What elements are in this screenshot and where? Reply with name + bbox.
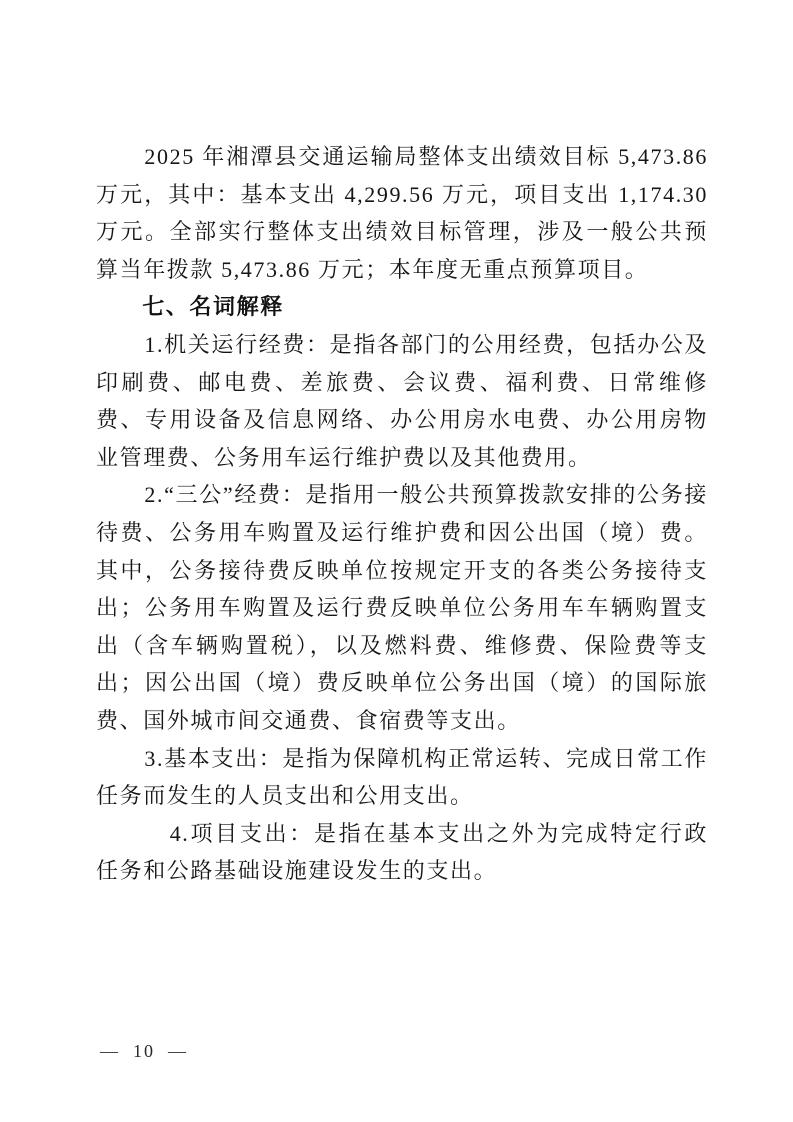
- paragraph-overall-performance-target: 2025 年湘潭县交通运输局整体支出绩效目标 5,473.86 万元，其中：基本支出 4,299.56 万元，项目支出 1,174.30 万元。全部实行整体支出绩效目标管理，涉及一般公共预算当年拨款 5,473.86 万元；本年度无重点预算项目。: [96, 144, 708, 282]
- section-heading-glossary: 七、名词解释: [142, 294, 284, 320]
- page-number: — 10 —: [100, 1041, 188, 1061]
- paragraph-project-expenditure: 4.项目支出：是指在基本支出之外为完成特定行政任务和公路基础设施建设发生的支出。: [96, 820, 708, 884]
- paragraph-three-public-funds: 2.“三公”经费：是指用一般公共预算拨款安排的公务接待费、公务用车购置及运行维护费和因公出国（境）费。其中，公务接待费反映单位按规定开支的各类公务接待支出；公务用车购置及运行费反映单位公务用车车辆购置支出（含车辆购置税），以及燃料费、维修费、保险费等支出；因公出国（境）费反映单位公务出国（境）的国际旅费、国外城市间交通费、食宿费等支出。: [96, 482, 708, 733]
- paragraph-basic-expenditure: 3.基本支出：是指为保障机构正常运转、完成日常工作任务而发生的人员支出和公用支出。: [96, 745, 708, 809]
- document-body: [96, 138, 708, 890]
- paragraph-agency-operating-funds: 1.机关运行经费：是指各部门的公用经费，包括办公及印刷费、邮电费、差旅费、会议费、福利费、日常维修费、专用设备及信息网络、办公用房水电费、办公用房物业管理费、公务用车运行维护费以及其他费用。: [96, 331, 708, 470]
